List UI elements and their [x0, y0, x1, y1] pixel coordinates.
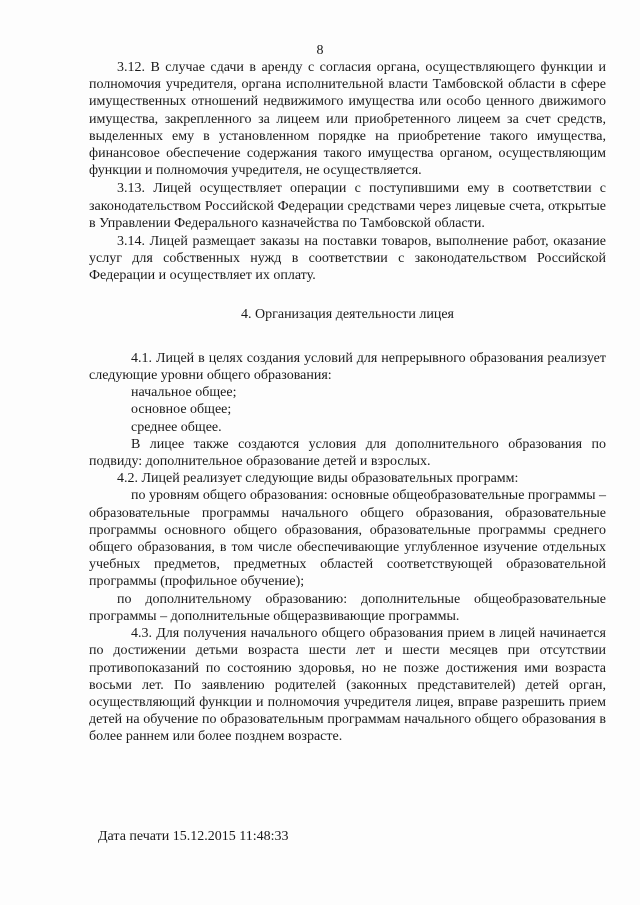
- paragraph-3-13: 3.13. Лицей осуществляет операции с поступившими ему в соответствии с законодательством Российской Федерации средствами через лицевые счета, открытые в Управлении Федерального казначейства по Тамбовской области.: [89, 181, 606, 231]
- paragraph-4-2: 4.2. Лицей реализует следующие виды образовательных программ:: [117, 471, 519, 487]
- level-item: начальное общее;: [131, 385, 237, 401]
- paragraph-4-3: 4.3. Для получения начального общего образования прием в лицей начинается по достижении детьми возраста шести лет и шести месяцев при отсутствии противопоказаний по состоянию здоровья, но не позже достижения ими возраста восьми лет. По заявлению родителей (законных представителей) детей орган, осуществляющий функции и полномочия учредителя лицея, вправе разрешить прием детей на обучение по образовательным программам начального общего образования в более раннем или более позднем возрасте.: [89, 626, 606, 745]
- paragraph-4-2-general: по уровням общего образования: основные общеобразовательные программы – образовательные программы начального общего образования, образовательные программы основного общего образования, образовательные программы среднего общего образования, в том числе обеспечивающие углубленное изучение отдельных учебных предметов, предметных областей соответствующей образовательной программы (профильное обучение);: [89, 488, 606, 590]
- print-date-footer: Дата печати 15.12.2015 11:48:33: [98, 829, 289, 844]
- level-item: основное общее;: [131, 402, 232, 418]
- page-number: 8: [316, 43, 324, 58]
- paragraph-4-1: 4.1. Лицей в целях создания условий для непрерывного образования реализует следующие уровни общего образования:: [89, 350, 606, 384]
- section-4-heading: 4. Организация деятельности лицея: [241, 306, 454, 322]
- paragraph-3-14: 3.14. Лицей размещает заказы на поставки товаров, выполнение работ, оказание услуг для собственных нужд в соответствии с законодательством Российской Федерации и осуществляет их оплату.: [89, 234, 606, 284]
- document-body: [89, 59, 606, 746]
- paragraph-4-1-extra: В лицее также создаются условия для дополнительного образования по подвиду: дополнительное образование детей и взрослых.: [89, 436, 606, 470]
- level-item: среднее общее.: [131, 419, 222, 435]
- paragraph-3-12: 3.12. В случае сдачи в аренду с согласия органа, осуществляющего функции и полномочия учредителя, органа исполнительной власти Тамбовской области в сфере имущественных отношений недвижимого имущества или особо ценного движимого имущества, закрепленного за лицеем или приобретенного лицеем за счет средств, выделенных ему в установленном порядке на приобретение такого имущества, финансовое обеспечение содержания такого имущества органом, осуществляющим функции и полномочия учредителя, не осуществляется.: [89, 60, 606, 179]
- paragraph-4-2-additional: по дополнительному образованию: дополнительные общеобразовательные программы – дополнительные общеразвивающие программы.: [89, 591, 606, 624]
